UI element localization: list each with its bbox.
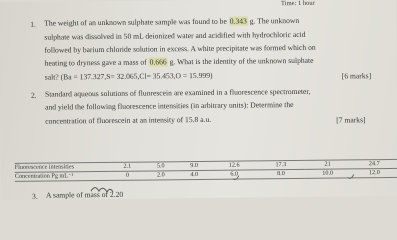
check-mark-icon <box>233 176 239 180</box>
concentration-row-label: Concentration Pg mL⁻¹ <box>15 172 111 182</box>
question-3-text: A sample of mass of 2.20 <box>45 189 124 200</box>
table-cell: 17.3 <box>257 160 304 170</box>
question-2-line-2: and yield the following fluorescence intensities (in arbitrary units): Determine the <box>45 100 294 112</box>
time-label: Time: 1 hour <box>280 0 315 8</box>
question-1-line-1-tail: g. The unknown <box>249 15 300 26</box>
intensity-row-label: Fluorescence intensities <box>15 162 111 172</box>
precipitate-mass-highlight: 0.666 <box>149 57 167 67</box>
table-cell: 8.0 <box>258 170 305 180</box>
table-cell: 5.0 <box>144 162 177 172</box>
table-cell: 10.0 <box>304 169 351 179</box>
table-cell: 24.7 <box>351 159 397 169</box>
question-2-line-3: concentration of fluorescein at an intensity of 15.8 a.u. <box>45 114 212 126</box>
table-cell: 0 <box>111 171 144 181</box>
table-cell: 2.1 <box>111 162 144 172</box>
question-2-marks: [7 marks] <box>336 115 366 125</box>
question-1-number: 1. <box>30 19 36 29</box>
table-cell: 9.0 <box>177 161 210 171</box>
question-2-line-1: Standard aqueous solutions of fluorescein are examined in a fluorescence spectrometer, <box>44 86 311 99</box>
question-1-marks: [6 marks] <box>341 71 372 81</box>
question-2-number: 2. <box>30 90 37 100</box>
scribble-icon <box>91 187 113 192</box>
question-1-line-3: followed by barium chloride solution in excess. A white precipitate was formed which on <box>44 42 316 55</box>
check-mark-icon <box>348 174 354 178</box>
sample-mass-highlight: 0.343 <box>229 16 247 26</box>
table-cell: 2.0 <box>144 171 177 181</box>
question-1-line-4-tail: g. What is the identity of the unknown sulphate <box>169 55 314 67</box>
question-3-number: 3. <box>31 191 38 201</box>
table-cell: 21 <box>304 160 351 170</box>
table-cell: 6.0 <box>211 170 258 180</box>
question-1-line-4-text: heating to dryness gave a mass of <box>44 57 147 68</box>
question-1-line-5: salt? (Ba = 137.327,S= 32.065,Cl= 35.453,O = 15.999) <box>44 70 213 82</box>
question-1-line-2: sulphate was dissolved in 50 mL deionized water and acidified with hydrochloric acid <box>44 29 306 42</box>
table-cell: 12.6 <box>211 161 258 171</box>
table-cell: 4.0 <box>177 171 210 181</box>
question-1-line-1-text: The weight of an unknown sulphate sample was found to be <box>44 16 227 28</box>
table-cell: 12.0 <box>351 169 397 179</box>
